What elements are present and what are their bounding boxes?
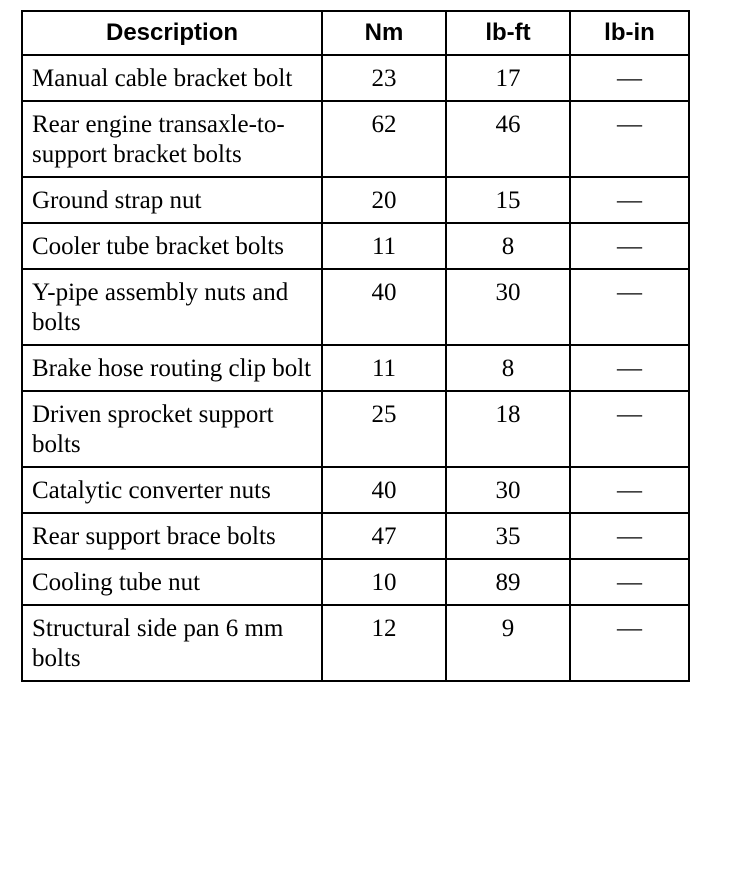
cell-lb-in: — xyxy=(570,223,689,269)
cell-description: Catalytic converter nuts xyxy=(22,467,322,513)
table-row xyxy=(22,223,689,269)
header-lb-in: lb-in xyxy=(570,11,689,55)
cell-lb-in: — xyxy=(570,55,689,101)
cell-lb-in: — xyxy=(570,101,689,177)
cell-lb-ft: 35 xyxy=(446,513,570,559)
cell-description: Rear engine transaxle-to-support bracket bolts xyxy=(22,101,322,177)
table-row xyxy=(22,177,689,223)
cell-nm: 47 xyxy=(322,513,446,559)
cell-nm: 20 xyxy=(322,177,446,223)
cell-nm: 25 xyxy=(322,391,446,467)
cell-description: Cooling tube nut xyxy=(22,559,322,605)
header-row xyxy=(22,11,689,55)
table-row xyxy=(22,55,689,101)
cell-lb-ft: 89 xyxy=(446,559,570,605)
cell-description: Ground strap nut xyxy=(22,177,322,223)
cell-lb-ft: 9 xyxy=(446,605,570,681)
cell-lb-ft: 15 xyxy=(446,177,570,223)
cell-lb-ft: 30 xyxy=(446,269,570,345)
cell-nm: 40 xyxy=(322,467,446,513)
cell-lb-in: — xyxy=(570,269,689,345)
cell-lb-ft: 8 xyxy=(446,223,570,269)
cell-lb-in: — xyxy=(570,467,689,513)
cell-lb-in: — xyxy=(570,391,689,467)
cell-description: Cooler tube bracket bolts xyxy=(22,223,322,269)
cell-nm: 10 xyxy=(322,559,446,605)
header-lb-ft: lb-ft xyxy=(446,11,570,55)
table-row xyxy=(22,345,689,391)
table-row xyxy=(22,269,689,345)
cell-lb-in: — xyxy=(570,345,689,391)
cell-nm: 12 xyxy=(322,605,446,681)
cell-description: Rear support brace bolts xyxy=(22,513,322,559)
cell-description: Manual cable bracket bolt xyxy=(22,55,322,101)
torque-spec-table xyxy=(21,10,690,682)
cell-lb-ft: 8 xyxy=(446,345,570,391)
cell-description: Y-pipe assembly nuts and bolts xyxy=(22,269,322,345)
header-nm: Nm xyxy=(322,11,446,55)
cell-lb-ft: 30 xyxy=(446,467,570,513)
table-row xyxy=(22,605,689,681)
cell-nm: 23 xyxy=(322,55,446,101)
cell-lb-in: — xyxy=(570,559,689,605)
cell-lb-in: — xyxy=(570,513,689,559)
cell-description: Structural side pan 6 mm bolts xyxy=(22,605,322,681)
table-row xyxy=(22,467,689,513)
table-row xyxy=(22,391,689,467)
cell-nm: 11 xyxy=(322,345,446,391)
cell-description: Brake hose routing clip bolt xyxy=(22,345,322,391)
cell-lb-ft: 17 xyxy=(446,55,570,101)
header-description: Description xyxy=(22,11,322,55)
table-row xyxy=(22,513,689,559)
cell-lb-ft: 18 xyxy=(446,391,570,467)
cell-nm: 62 xyxy=(322,101,446,177)
cell-lb-in: — xyxy=(570,177,689,223)
cell-nm: 40 xyxy=(322,269,446,345)
cell-nm: 11 xyxy=(322,223,446,269)
table-row xyxy=(22,101,689,177)
cell-lb-ft: 46 xyxy=(446,101,570,177)
cell-description: Driven sprocket support bolts xyxy=(22,391,322,467)
table-row xyxy=(22,559,689,605)
cell-lb-in: — xyxy=(570,605,689,681)
